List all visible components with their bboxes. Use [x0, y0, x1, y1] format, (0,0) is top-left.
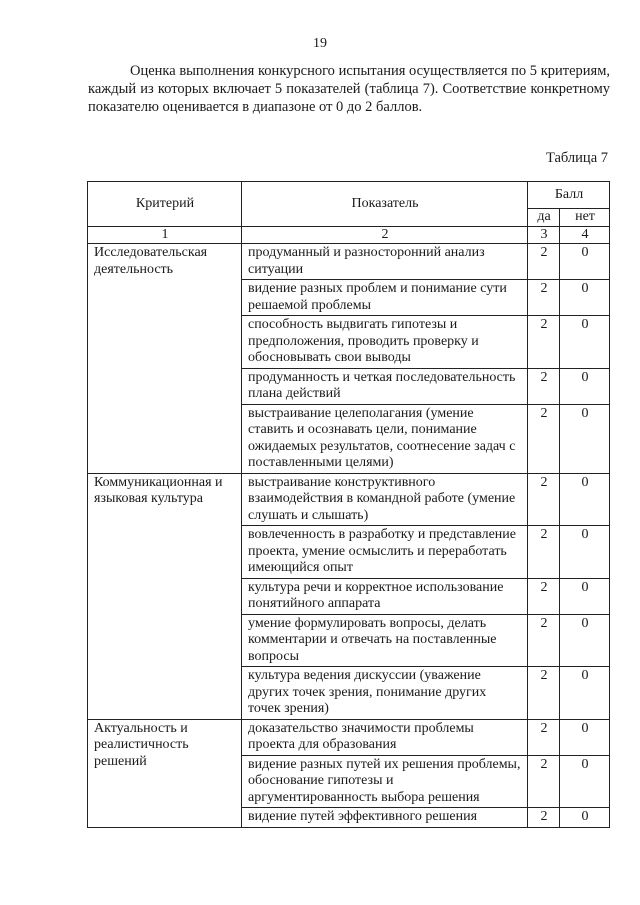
- criterion-cell: Актуальность и реалистичность решений: [88, 719, 242, 827]
- score-yes-cell: 2: [528, 244, 560, 280]
- indicator-cell: культура ведения дискуссии (уважение других точек зрения, понимание других точек зрения): [242, 667, 528, 720]
- score-no-cell: 0: [560, 526, 610, 579]
- indicator-cell: видение путей эффективного решения: [242, 808, 528, 828]
- score-no-cell: 0: [560, 578, 610, 614]
- score-yes-cell: 2: [528, 473, 560, 526]
- score-no-cell: 0: [560, 614, 610, 667]
- table-body: [88, 244, 610, 828]
- indicator-cell: умение формулировать вопросы, делать комментарии и отвечать на поставленные вопросы: [242, 614, 528, 667]
- score-no-cell: 0: [560, 280, 610, 316]
- indicator-cell: культура речи и корректное использование понятийного аппарата: [242, 578, 528, 614]
- indicator-cell: видение разных проблем и понимание сути решаемой проблемы: [242, 280, 528, 316]
- score-yes-cell: 2: [528, 755, 560, 808]
- score-no-cell: 0: [560, 719, 610, 755]
- score-no-cell: 0: [560, 244, 610, 280]
- score-no-cell: 0: [560, 368, 610, 404]
- table-row: [88, 719, 610, 755]
- criterion-cell: Исследовательская деятельность: [88, 244, 242, 474]
- header-criterion: Критерий: [88, 182, 242, 227]
- page-number: 19: [313, 36, 327, 51]
- score-yes-cell: 2: [528, 368, 560, 404]
- indicator-cell: продуманность и четкая последовательность плана действий: [242, 368, 528, 404]
- score-yes-cell: 2: [528, 719, 560, 755]
- criteria-table: [87, 181, 610, 828]
- score-yes-cell: 2: [528, 280, 560, 316]
- score-no-cell: 0: [560, 473, 610, 526]
- column-number: 2: [242, 226, 528, 244]
- table-row: [88, 473, 610, 526]
- header-indicator: Показатель: [242, 182, 528, 227]
- column-number: 4: [560, 226, 610, 244]
- score-yes-cell: 2: [528, 614, 560, 667]
- header-score: Балл: [528, 182, 610, 209]
- score-no-cell: 0: [560, 808, 610, 828]
- indicator-cell: доказательство значимости проблемы проекта для образования: [242, 719, 528, 755]
- score-yes-cell: 2: [528, 404, 560, 473]
- score-no-cell: 0: [560, 755, 610, 808]
- intro-paragraph: Оценка выполнения конкурсного испытания осуществляется по 5 критериям, каждый из которых включает 5 показателей (таблица 7). Соответствие конкретному показателю оценивается в диапазоне от 0 до 2 баллов.: [88, 63, 610, 115]
- score-yes-cell: 2: [528, 667, 560, 720]
- indicator-cell: выстраивание конструктивного взаимодействия в командной работе (умение слушать и слышать): [242, 473, 528, 526]
- score-yes-cell: 2: [528, 808, 560, 828]
- indicator-cell: вовлеченность в разработку и представление проекта, умение осмыслить и переработать имеющийся опыт: [242, 526, 528, 579]
- indicator-cell: продуманный и разносторонний анализ ситуации: [242, 244, 528, 280]
- header-yes: да: [528, 209, 560, 227]
- score-no-cell: 0: [560, 667, 610, 720]
- indicator-cell: способность выдвигать гипотезы и предположения, проводить проверку и обосновывать свои выводы: [242, 316, 528, 369]
- column-number: 1: [88, 226, 242, 244]
- indicator-cell: выстраивание целеполагания (умение ставить и осознавать цели, понимание ожидаемых результатов, соотнесение задач с поставленными целями): [242, 404, 528, 473]
- score-yes-cell: 2: [528, 316, 560, 369]
- header-no: нет: [560, 209, 610, 227]
- indicator-cell: видение разных путей их решения проблемы, обоснование гипотезы и аргументированность выбора решения: [242, 755, 528, 808]
- criterion-cell: Коммуникационная и языковая культура: [88, 473, 242, 719]
- score-no-cell: 0: [560, 316, 610, 369]
- score-no-cell: 0: [560, 404, 610, 473]
- column-number: 3: [528, 226, 560, 244]
- score-yes-cell: 2: [528, 578, 560, 614]
- table-row: [88, 244, 610, 280]
- score-yes-cell: 2: [528, 526, 560, 579]
- table-caption: Таблица 7: [545, 150, 608, 166]
